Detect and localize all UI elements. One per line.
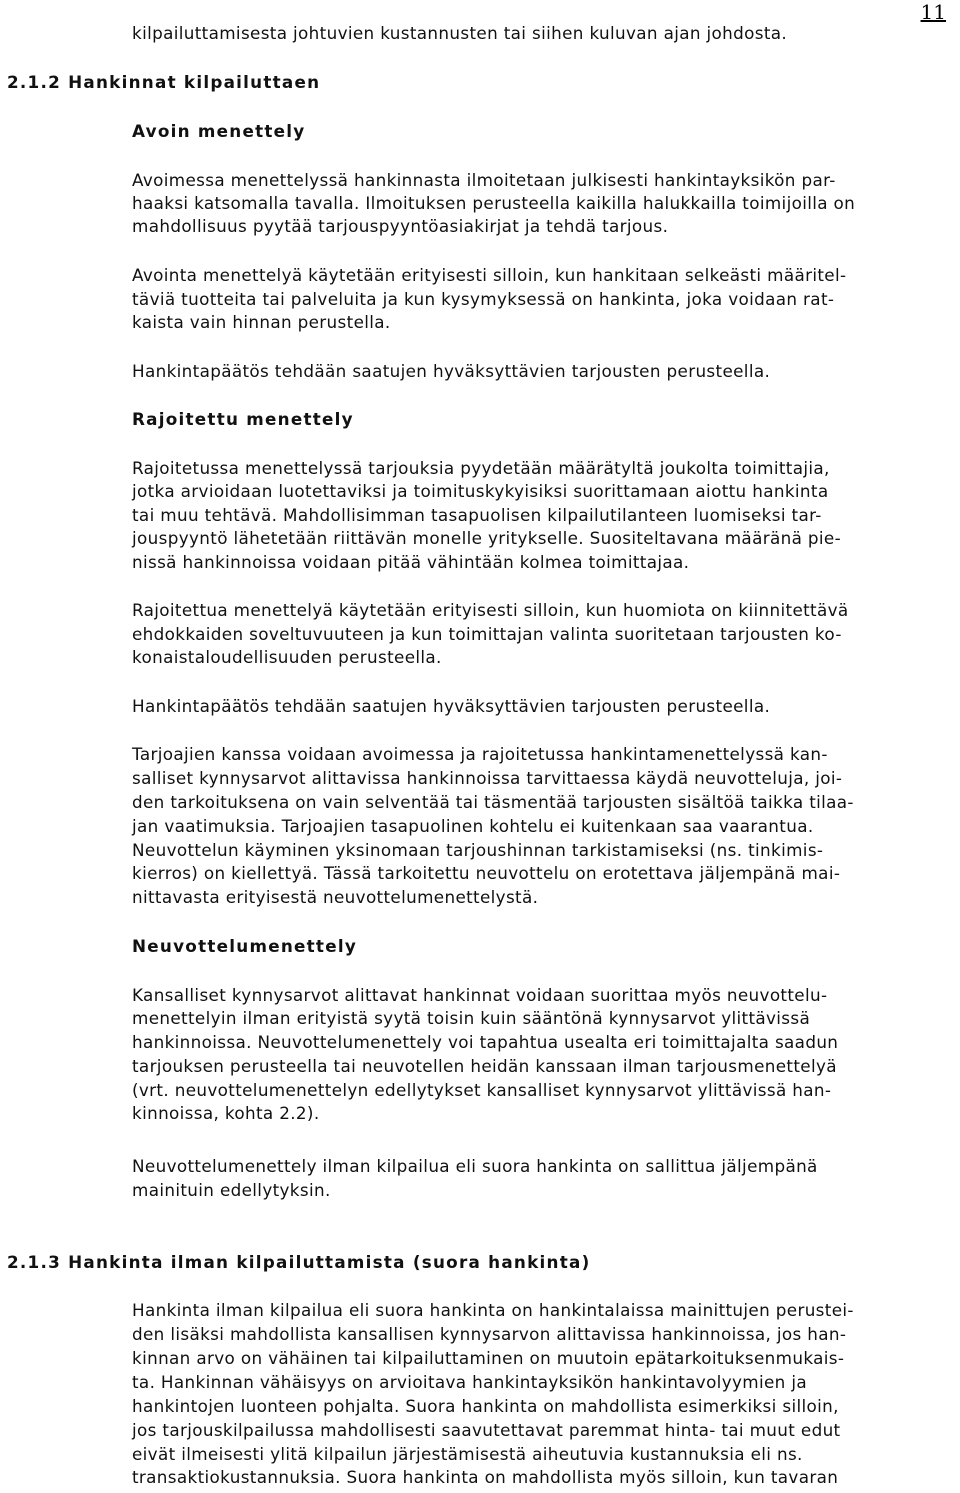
text-line: ehdokkaiden soveltuvuuteen ja kun toimittajan valinta suoritetaan tarjousten ko- xyxy=(132,624,842,644)
text-line: kaista vain hinnan perustella. xyxy=(132,312,391,332)
subheading-neuvottelumenettely: Neuvottelumenettely xyxy=(132,936,358,956)
text-line: jan vaatimuksia. Tarjoajien tasapuolinen kohtelu ei kuitenkaan saa vaarantua. xyxy=(132,816,814,836)
subheading-rajoitettu-menettely: Rajoitettu menettely xyxy=(132,409,354,429)
text-line: jos tarjouskilpailussa mahdollisesti saavutettavat paremmat hinta- tai muut edut xyxy=(132,1420,841,1440)
text-line: hankintojen luonteen pohjalta. Suora hankinta on mahdollista esimerkiksi silloin, xyxy=(132,1396,839,1416)
text-line: ta. Hankinnan vähäisyys on arvioitava hankintayksikön hankintavolyymien ja xyxy=(132,1372,807,1392)
text-line: täviä tuotteita tai palveluita ja kun kysymyksessä on hankinta, joka voidaan rat- xyxy=(132,289,835,309)
text-line: mahdollisuus pyytää tarjouspyyntöasiakirjat ja tehdä tarjous. xyxy=(132,216,669,236)
text-line: den tarkoituksena on vain selventää tai täsmentää tarjousten sisältöä taikka tilaa- xyxy=(132,792,854,812)
text-line: Hankintapäätös tehdään saatujen hyväksyttävien tarjousten perusteella. xyxy=(132,361,771,381)
text-line: Kansalliset kynnysarvot alittavat hankinnat voidaan suorittaa myös neuvottelu- xyxy=(132,985,828,1005)
text-line: Neuvottelun käyminen yksinomaan tarjoushinnan tarkistamiseksi (ns. tinkimis- xyxy=(132,840,824,860)
section-heading-2-1-2: 2.1.2 Hankinnat kilpailuttaen xyxy=(7,72,321,92)
page-number: 11 xyxy=(920,0,946,24)
text-line: Hankintapäätös tehdään saatujen hyväksyttävien tarjousten perusteella. xyxy=(132,696,771,716)
text-line: nittavasta erityisestä neuvottelumenettelystä. xyxy=(132,887,539,907)
text-line: Tarjoajien kanssa voidaan avoimessa ja rajoitetussa hankintamenettelyssä kan- xyxy=(132,744,828,764)
text-line: mainituin edellytyksin. xyxy=(132,1180,331,1200)
text-line: Neuvottelumenettely ilman kilpailua eli suora hankinta on sallittua jäljempänä xyxy=(132,1156,818,1176)
text-line: Rajoitetussa menettelyssä tarjouksia pyydetään määrätyltä joukolta toimittajia, xyxy=(132,458,830,478)
text-line: jotka arvioidaan luotettaviksi ja toimituskykyisiksi suorittamaan aiottu hankinta xyxy=(132,481,829,501)
text-line: nissä hankinnoissa voidaan pitää vähintään kolmea toimittajaa. xyxy=(132,552,690,572)
section-heading-2-1-3: 2.1.3 Hankinta ilman kilpailuttamista (suora hankinta) xyxy=(7,1252,591,1272)
text-line: den lisäksi mahdollista kansallisen kynnysarvon alittavissa hankinnoissa, jos han- xyxy=(132,1324,847,1344)
intro-line: kilpailuttamisesta johtuvien kustannusten tai siihen kuluvan ajan johdosta. xyxy=(132,23,788,43)
text-line: hankinnoissa. Neuvottelumenettely voi tapahtua usealta eri toimittajalta saadun xyxy=(132,1032,839,1052)
text-line: menettelyin ilman erityistä syytä toisin kuin sääntönä kynnysarvot ylittävissä xyxy=(132,1008,811,1028)
text-line: kinnan arvo on vähäinen tai kilpailuttaminen on muutoin epätarkoituksenmukais- xyxy=(132,1348,845,1368)
text-line: haaksi katsomalla tavalla. Ilmoituksen perusteella kaikilla halukkailla toimijoilla on xyxy=(132,193,856,213)
text-line: tarjouksen perusteella tai neuvotellen heidän kanssaan ilman tarjousmenettelyä xyxy=(132,1056,837,1076)
text-line: Avoimessa menettelyssä hankinnasta ilmoitetaan julkisesti hankintayksikön par- xyxy=(132,170,836,190)
text-line: konaistaloudellisuuden perusteella. xyxy=(132,647,442,667)
text-line: tai muu tehtävä. Mahdollisimman tasapuolisen kilpailutilanteen luomiseksi tar- xyxy=(132,505,822,525)
text-line: jouspyyntö lähetetään riittävän monelle yritykselle. Suositeltavana määränä pie- xyxy=(132,528,841,548)
subheading-avoin-menettely: Avoin menettely xyxy=(132,121,306,141)
text-line: transaktiokustannuksia. Suora hankinta on mahdollista myös silloin, kun tavaran xyxy=(132,1467,839,1487)
text-line: kierros) on kiellettyä. Tässä tarkoitettu neuvottelu on erotettava jäljempänä mai- xyxy=(132,863,841,883)
text-line: Hankinta ilman kilpailua eli suora hankinta on hankintalaissa mainittujen perustei- xyxy=(132,1300,854,1320)
text-line: eivät ilmeisesti ylitä kilpailun järjestämisestä aiheutuvia kustannuksia eli ns. xyxy=(132,1444,803,1464)
text-line: Rajoitettua menettelyä käytetään erityisesti silloin, kun huomiota on kiinnitettävä xyxy=(132,600,849,620)
text-line: Avointa menettelyä käytetään erityisesti silloin, kun hankitaan selkeästi määritel- xyxy=(132,265,847,285)
text-line: kinnoissa, kohta 2.2). xyxy=(132,1103,320,1123)
text-line: salliset kynnysarvot alittavissa hankinnoissa tarvittaessa käydä neuvotteluja, joi- xyxy=(132,768,843,788)
text-line: (vrt. neuvottelumenettelyn edellytykset kansalliset kynnysarvot ylittävissä han- xyxy=(132,1080,832,1100)
